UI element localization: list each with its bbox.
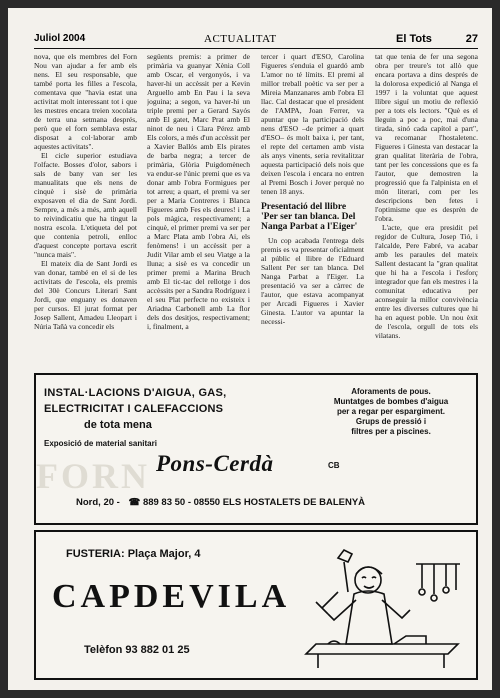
article-column-4 xyxy=(375,52,478,367)
section-title: ACTUALITAT xyxy=(204,33,277,45)
article-subheading: Presentació del llibre 'Per ser tan blanca. Del Nanga Parbat a l'Eiger' xyxy=(261,202,358,232)
ad-service: per a regar per espargiment. xyxy=(336,407,446,416)
paragraph: Un cop acabada l'entrega dels premis es va presentar oficialment al públic el llibre de l'Eduard Sallent Per ser tan blanca. Del Nanga Parbat a l'Eiger. La presentació va ser a càrrec de l'autor, que estava acompanyat per Arcadi Figueres i Xavier Ginesta. L'autor va apuntar la necessi- xyxy=(261,236,364,326)
page-number: 27 xyxy=(465,33,478,45)
paragraph: nova, que els membres del Forn Nou van ajudar a fer amb els nens. El seu responsable, que també porta les filles a l'escola, comentava que "havia estat una activitat molt interessant tot i que les mestres encara treien xocolata de terra una setmana després, però que el forn semblava estar disposat a col·laborar amb aquestes activitats". xyxy=(34,52,137,151)
ad-headline: INSTAL·LACIONS D'AIGUA, GAS, xyxy=(44,387,227,399)
article-column-1 xyxy=(34,52,137,367)
company-logo: Pons-Cerdà xyxy=(156,451,274,476)
street-address: Nord, 20 - xyxy=(76,497,120,508)
ad-service: Grups de pressió i xyxy=(355,417,427,426)
publication-name: El Tots xyxy=(396,33,432,45)
paragraph: següents premis: a primer de primària va guanyar Xènia Coll amb Oscar, el vergonyós, i va haver-hi un accèssit per a Kevin Arguello amb En Pau i la seva joguina; a segon, va haver-hi un triple premi per a Gerard Sayós amb El gatet, Marc Prat amb El ninot de neu i Clara Pérez amb Els colors, a més d'un accèssit per a Xavier Ballós amb Els pirates de barba negra; a tercer de primària, Glòria Puigdomènech va endur-se l'únic premi que es va donar amb l'obra Formigues per tot arreu; a quart, el premi va ser per a Maria Contreres i Blanca Figueres amb Fes els deures! i La pols màgica, respectivament; a cinquè, el primer premi va ser per a Marc Plata amb l'obra Ai, els fenòmens! i un accèssit per a Judit Vilar amb el seu Viatge a la lluna; a sisè es va concedir un primer premi a Marina Bruch amb El tic-tac del rellotge i dos accèssits per a Sandra Rodríguez i el seu Plat perfecte no existeix i Ariadna Carbonell amb La flor dels dos desitjos, respectivament; i, finalment, a xyxy=(147,52,250,331)
article-column-3 xyxy=(261,52,364,367)
ad-address-line xyxy=(76,497,468,508)
newspaper-page xyxy=(8,8,492,690)
page-header xyxy=(34,32,478,48)
carpenter-illustration xyxy=(298,544,466,670)
paragraph: tercer i quart d'ESO, Carolina Figueres s'enduia el guardó amb L'amor no té límits. El premi al millor treball poètic va ser per a Mireia Manzanares amb l'obra El llac. Cal destacar que el president de l'AMPA, Joan Ferrer, va apuntar que la participació dels nens d'ESO –de primer a quart d'ESO– és molt baixa i, per tant, el repte del certamen amb vista als anys vinents, seria revitalitzar aquesta participació dels nois que deixen l'escola i encara no entren al Premi Bosch i Jover perquè no tenen 18 anys. xyxy=(261,52,364,196)
background-watermark: FORN xyxy=(36,456,150,496)
paragraph: El mateix dia de Sant Jordi es van donar, també en el si de les activitats de l'escola, els premis del 30è Concurs Literari Sant Jordi, que enguany es donaven per cursos. El jurat format per Josep Sallent, Amadeu Lleopart i Núria Tañà va concedir els xyxy=(34,259,137,331)
article-column-2 xyxy=(147,52,250,367)
ad-service: Aforaments de pous. xyxy=(351,387,431,396)
paragraph: tat que tenia de fer una segona obra per treure's tot allò que encara portava a dins després de la dolorosa expedició al Nanga el 1997 i la voluntat que aquest llibre siguí un motiu de reflexió per a tots els lectors. "Què es el lleguin a poc a poc, mai d'una tirada, sinó cada capítol a part", va recomanar l'hostaletenc. Figueres i Ginesta van destacar la gran qualitat literària de l'obra, tant per les concessions que es fa l'autor, que demostren la progressió que fa l'alpinista en el món literari, com per les descripcions ben fetes i l'optimisme que es desprèn de l'obra. xyxy=(375,52,478,223)
paragraph: L'acte, que era presidit pel regidor de Cultura, Josep Tió, i l'alcalde, Pere Fabré, va acabar amb les paraules del mateix Sallent destacant la "gran qualitat que hi ha a l'escola i l'esforç integrador que fan els mestres i la comunitat educativa per aconseguir la millor convivència entre les diverses cultures que hi ha en aquest poble. Un nou èxit de l'escola, orgull de tots els vilatans. xyxy=(375,223,478,340)
phone-icon: ☎ xyxy=(128,497,141,508)
paragraph: El cicle superior estudiava l'olfacte. Bosses d'olor, sabors i sals de bany van ser les manualitats que els nens de cinquè i sisè de primària exposaven el dia de Sant Jordi. Sempre, a més a més, amb aquell to reivindicatiu que ha tingut la nostra escola. L'etiqueta del pot que contenia petroli, enlloc d'aquest concepte portava escrit "nunca mais". xyxy=(34,151,137,259)
ad-tagline: Exposició de material sanitari xyxy=(44,439,157,448)
advertisement-capdevila xyxy=(34,530,478,680)
advertisement-pons-cerda xyxy=(34,373,478,525)
issue-date: Juliol 2004 xyxy=(34,33,86,44)
ad-headline: FUSTERIA: Plaça Major, 4 xyxy=(66,548,201,560)
town-address: - 08550 ELS HOSTALETS DE BALENYÀ xyxy=(187,497,366,508)
ad-service: filtres per a piscines. xyxy=(351,427,431,436)
ad-service: Muntatges de bombes d'aigua xyxy=(333,397,449,406)
header-rule xyxy=(34,48,478,49)
article-body xyxy=(34,52,478,367)
ad-headline: ELECTRICITAT I CALEFACCIONS xyxy=(44,403,224,415)
phone-number: 889 83 50 xyxy=(142,497,186,508)
logo-suffix: CB xyxy=(328,461,340,470)
company-name: CAPDEVILA xyxy=(52,578,291,615)
ad-subheadline: de tota mena xyxy=(84,419,152,431)
phone-number: Telèfon 93 882 01 25 xyxy=(84,644,190,656)
ad-services-list xyxy=(312,387,470,437)
